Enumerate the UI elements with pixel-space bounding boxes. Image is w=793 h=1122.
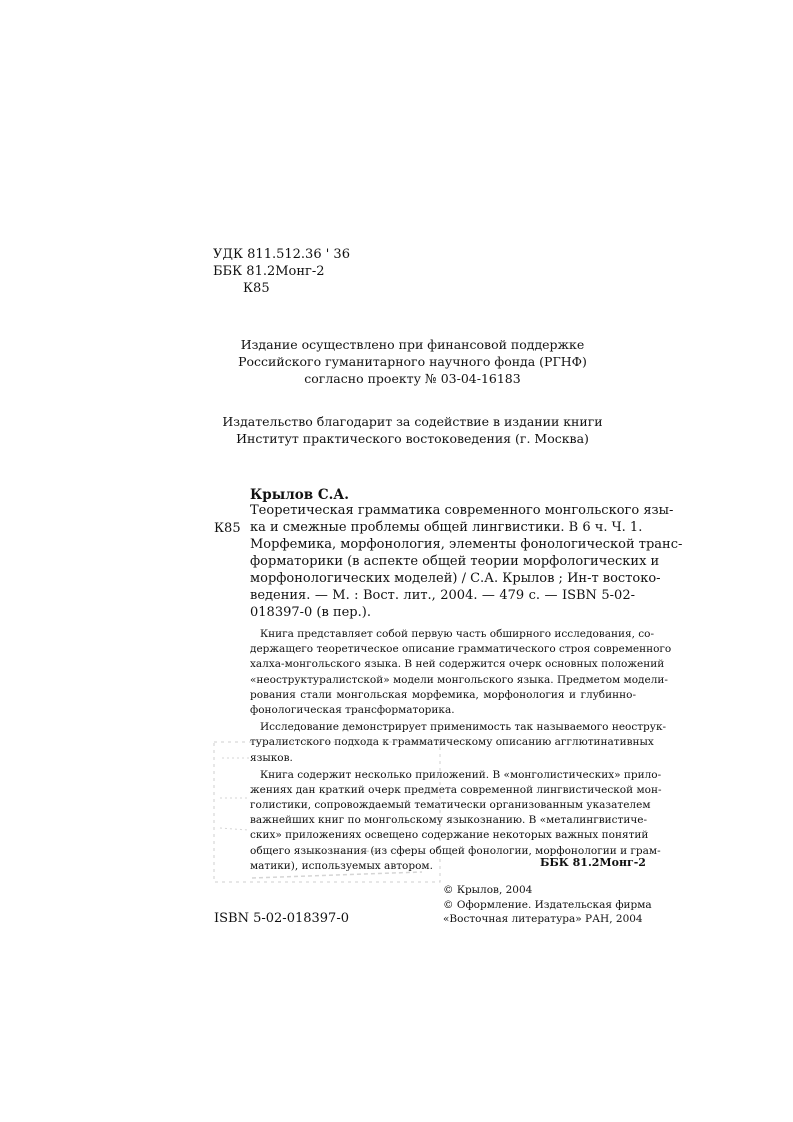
annotation-line: Книга содержит несколько приложений. В «монголистических» прило- [260, 768, 662, 781]
bibliography-line: Теоретическая грамматика современного монгольского язы- [250, 503, 674, 518]
author-sign-code: К85 [243, 281, 270, 296]
copyright-line: «Восточная литература» РАН, 2004 [443, 913, 643, 925]
thanks-line: Институт практического востоковедения (г. Москва) [236, 431, 589, 446]
annotation-line: Книга представляет собой первую часть обширного исследования, со- [260, 628, 655, 640]
annotation-line: языков. [250, 751, 293, 764]
bbk-code: ББК 81.2Монг-2 [213, 264, 325, 279]
annotation-line: держащего теоретическое описание грамматического строя современного [250, 643, 672, 656]
bibliography-line: ка и смежные проблемы общей лингвистики. В 6 ч. Ч. 1. [250, 520, 643, 535]
bibliography-line: Морфемика, морфонология, элементы фонологической транс- [250, 537, 683, 552]
copyright-line: © Оформление. Издательская фирма [443, 898, 652, 911]
bibliography-author: Крылов С.А. [250, 487, 349, 503]
bibliography-line: морфонологических моделей) / С.А. Крылов ; Ин-т востоко- [250, 571, 661, 586]
thanks-line: Издательство благодарит за содействие в издании книги [222, 414, 603, 429]
annotation-line: Исследование демонстрирует применимость так называемого неострук- [260, 721, 667, 734]
bibliography-sign: К85 [214, 521, 241, 536]
annotation-line: фонологическая трансформаторика. [250, 703, 455, 716]
classification-block [213, 246, 350, 297]
udk-code: УДК 811.512.36 ' 36 [213, 247, 350, 262]
annotation-line: халха-монгольского языка. В ней содержится очерк основных положений [250, 658, 665, 671]
funding-line: Издание осуществлено при финансовой поддержке [240, 337, 585, 352]
funding-note [0, 336, 793, 387]
annotation-line: матики), используемых автором. [250, 859, 433, 872]
bbk-bottom-code: ББК 81.2Монг-2 [540, 856, 646, 869]
funding-line: Российского гуманитарного научного фонда (РГНФ) [238, 354, 587, 369]
bibliographic-description [250, 502, 683, 621]
isbn: ISBN 5-02-018397-0 [214, 911, 349, 926]
bibliography-line: форматорики (в аспекте общей теории морфологических и [250, 554, 660, 569]
annotation-line: ских» приложениях освещено содержание некоторых важных понятий [250, 829, 649, 842]
annotation-line: общего языкознания (из сферы общей фонологии, морфонологии и грам- [250, 844, 661, 857]
copyright-block [443, 883, 652, 927]
annotation-line: туралистского подхода к грамматическому описанию агглютинативных [250, 736, 654, 749]
funding-line: согласно проекту № 03-04-16183 [304, 371, 521, 386]
library-stamp-smudge [212, 738, 442, 888]
annotation-line: голистики, сопровождаемый тематически организованным указателем [250, 799, 651, 812]
copyright-line: © Крылов, 2004 [443, 884, 533, 896]
bibliography-line: ведения. — М. : Вост. лит., 2004. — 479 с. — ISBN 5-02- [250, 588, 635, 603]
annotation-line: «неоструктуралистской» модели монгольского языка. Предметом модели- [250, 673, 668, 686]
annotation-line: жениях дан краткий очерк предмета современной лингвистической мон- [250, 783, 662, 796]
annotation-line: рования стали монгольская морфемика, морфонология и глубинно- [250, 688, 636, 701]
annotation-line: важнейших книг по монгольскому языкознанию. В «металингвистиче- [250, 814, 648, 827]
thanks-note [0, 413, 793, 447]
bibliography-line: 018397-0 (в пер.). [250, 605, 371, 620]
